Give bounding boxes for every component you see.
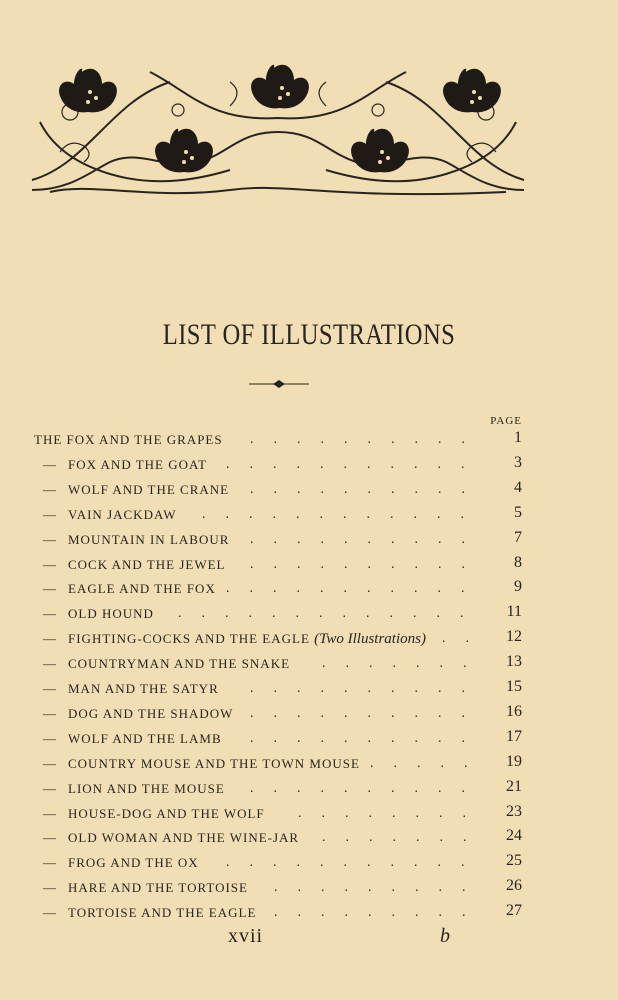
entry-page-number: 5 (514, 503, 522, 521)
entry-page-number: 8 (514, 553, 522, 571)
dot-leader: ....... (322, 656, 487, 672)
entry-title: DOG AND THE SHADOW (68, 705, 234, 721)
list-item (0, 602, 618, 624)
entry-title: FROG AND THE OX (68, 855, 199, 871)
ditto-dash: — (43, 705, 57, 721)
entry-title: OLD HOUND (68, 606, 154, 622)
entry-page-number: 4 (514, 478, 522, 496)
ditto-dash: — (43, 681, 57, 696)
dot-leader: ............. (178, 606, 484, 622)
entry-title: OLD WOMAN AND THE WINE-JAR (68, 830, 300, 846)
dot-leader: ........... (226, 581, 485, 597)
dot-leader: ............ (202, 506, 484, 522)
entry-title: FOX AND THE GOAT (68, 456, 207, 472)
entry-page-number: 21 (506, 777, 522, 795)
dot-leader: ......... (274, 905, 486, 921)
entry-title: EAGLE AND THE FOX (68, 581, 216, 597)
ditto-dash: — (43, 506, 57, 522)
ditto-dash: — (43, 880, 57, 896)
dot-leader: ........... (226, 855, 485, 871)
floral-header-ornament (30, 62, 526, 202)
ditto-dash: — (43, 656, 57, 672)
dot-leader: ........ (298, 805, 486, 821)
ditto-dash: — (43, 730, 57, 746)
dot-leader: .......... (250, 705, 485, 721)
list-item (0, 851, 618, 873)
list-item (0, 652, 618, 674)
list-item (0, 677, 618, 699)
dot-leader: .......... (250, 432, 485, 447)
dot-leader: ......... (274, 880, 486, 896)
entry-title: TORTOISE AND THE EAGLE (68, 905, 257, 921)
dot-leader: ........... (226, 456, 485, 472)
entry-page-number: 15 (506, 678, 522, 695)
dot-leader: .......... (250, 531, 485, 547)
list-item (0, 528, 618, 550)
list-item (0, 453, 618, 475)
entry-page-number: 1 (514, 429, 522, 446)
entry-page-number: 7 (514, 528, 522, 546)
dot-leader: .......... (250, 556, 485, 572)
entry-page-number: 25 (506, 852, 522, 870)
entry-title: MAN AND THE SATYR (68, 681, 219, 696)
list-item (0, 428, 618, 450)
entry-page-number: 24 (506, 827, 522, 845)
ditto-dash: — (43, 631, 57, 647)
entry-title: THE FOX AND THE GRAPES (34, 432, 223, 447)
entry-page-number: 26 (506, 877, 522, 895)
entry-title: WOLF AND THE LAMB (68, 730, 222, 746)
list-item (0, 876, 618, 898)
signature-mark: b (440, 925, 450, 947)
list-item (0, 627, 618, 649)
list-item (0, 752, 618, 774)
page-column-label: PAGE (490, 415, 522, 427)
entry-title: MOUNTAIN IN LABOUR (68, 531, 230, 547)
entry-page-number: 27 (506, 902, 522, 920)
list-item (0, 826, 618, 848)
ditto-dash: — (43, 456, 57, 472)
entry-page-number: 11 (506, 603, 522, 621)
entry-page-number: 13 (506, 653, 522, 671)
ditto-dash: — (43, 755, 57, 771)
list-item (0, 503, 618, 525)
ditto-dash: — (43, 805, 57, 821)
list-item (0, 777, 618, 799)
title-divider-ornament (249, 378, 309, 390)
entry-title: COCK AND THE JEWEL (68, 556, 226, 572)
dot-leader: .......... (250, 481, 485, 497)
dot-leader: .......... (250, 780, 485, 796)
ditto-dash: — (43, 855, 57, 871)
list-item (0, 802, 618, 824)
ditto-dash: — (43, 830, 57, 846)
entry-title: VAIN JACKDAW (68, 506, 177, 522)
page-title: LIST OF ILLUSTRATIONS (162, 318, 456, 351)
entry-title: HARE AND THE TORTOISE (68, 880, 248, 896)
ditto-dash: — (43, 481, 57, 497)
list-item (0, 727, 618, 749)
list-item (0, 577, 618, 599)
dot-leader: .......... (250, 681, 485, 696)
dot-leader: ....... (322, 830, 487, 846)
entry-page-number: 17 (506, 727, 522, 745)
ditto-dash: — (43, 606, 57, 622)
entry-page-number: 3 (514, 453, 522, 471)
entry-title: HOUSE-DOG AND THE WOLF (68, 805, 265, 821)
entry-title: COUNTRY MOUSE AND THE TOWN MOUSE (68, 755, 360, 771)
page-number: xvii (228, 925, 264, 947)
dot-leader: ..... (370, 755, 488, 771)
dot-leader: .. (442, 631, 489, 647)
entry-page-number: 12 (506, 628, 522, 646)
entry-title: COUNTRYMAN AND THE SNAKE (68, 656, 291, 672)
ditto-dash: — (43, 905, 57, 921)
list-item (0, 702, 618, 724)
entry-title: FIGHTING-COCKS AND THE EAGLE (Two Illustrations) (68, 631, 426, 648)
dot-leader: .......... (250, 730, 485, 746)
entry-title: WOLF AND THE CRANE (68, 481, 230, 497)
ditto-dash: — (43, 780, 57, 796)
entry-page-number: 23 (506, 802, 522, 820)
list-item (0, 553, 618, 575)
entry-note: (Two Illustrations) (314, 631, 426, 648)
entry-page-number: 19 (506, 752, 522, 770)
entry-page-number: 9 (514, 578, 522, 596)
ditto-dash: — (43, 531, 57, 547)
entry-page-number: 16 (506, 702, 522, 720)
entry-title: LION AND THE MOUSE (68, 780, 225, 796)
list-item (0, 901, 618, 923)
ditto-dash: — (43, 556, 57, 572)
list-item (0, 478, 618, 500)
ditto-dash: — (43, 581, 57, 597)
